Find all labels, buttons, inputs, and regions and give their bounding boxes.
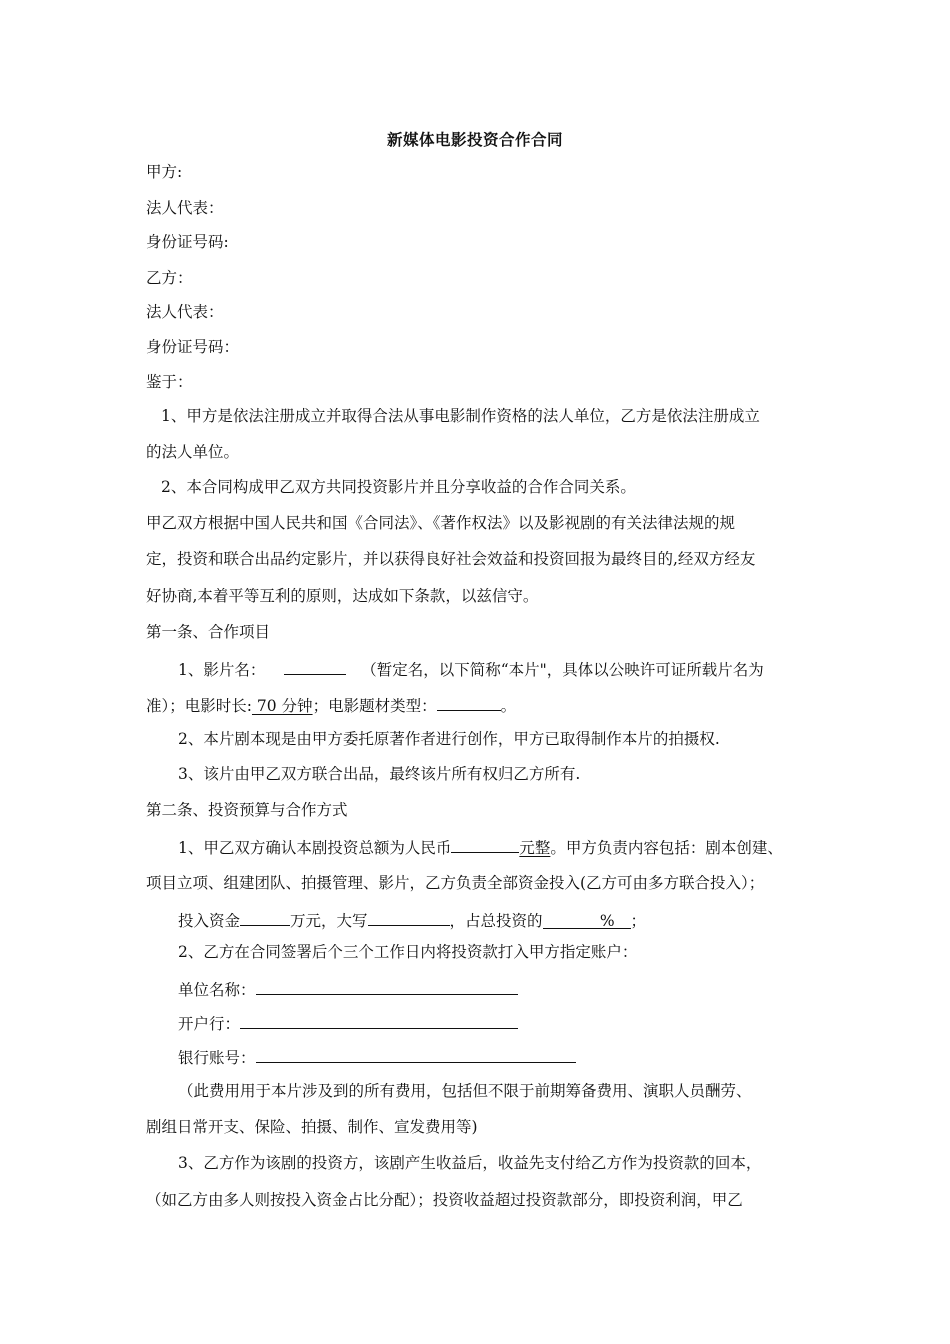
preamble-line-2: 定，投资和联合出品约定影片，并以获得良好社会效益和投资回报为最终目的,经双方经友 — [146, 550, 756, 568]
article-2-item-1-cont: 项目立项、组建团队、拍摄管理、影片，乙方负责全部资金投入(乙方可由多方联合投入）； — [146, 874, 765, 892]
article-2-item-3: 3、乙方作为该剧的投资方，该剧产生收益后，收益先支付给乙方作为投资款的回本， — [178, 1154, 762, 1172]
preamble-line-1: 甲乙双方根据中国人民共和国《合同法》、《著作权法》以及影视剧的有关法律法规的规 — [146, 514, 736, 532]
document-title: 新媒体电影投资合作合同 — [386, 131, 563, 149]
film-name-label: 1、影片名： — [178, 661, 266, 679]
party-a-duties: 。甲方负责内容包括：剧本创建、 — [550, 839, 783, 857]
amount-words-blank[interactable] — [368, 908, 450, 926]
article-2-item-2: 2、乙方在合同签署后个三个工作日内将投资款打入甲方指定账户： — [178, 943, 638, 961]
total-investment-label: 1、甲乙双方确认本剧投资总额为人民币 — [178, 839, 452, 857]
item-end-mark: 。 — [500, 697, 517, 715]
party-b-label: 乙方： — [146, 269, 193, 287]
investment-amount-line — [178, 908, 646, 931]
share-percent-blank[interactable] — [543, 911, 631, 929]
whereas-clause-1-cont: 的法人单位。 — [146, 443, 240, 461]
bank-blank[interactable] — [240, 1011, 518, 1029]
investment-line-end: ； — [630, 912, 647, 930]
article-2-heading: 第二条、投资预算与合作方式 — [146, 801, 348, 819]
genre-label: ；电影题材类型： — [312, 697, 437, 715]
unit-name-line — [178, 977, 518, 1000]
duration-value: 70 分钟 — [251, 697, 313, 715]
article-1-item-1-cont — [146, 693, 516, 716]
genre-blank[interactable] — [437, 693, 501, 711]
expense-note-line-2: 剧组日常开支、保险、拍摄、制作、宣发费用等) — [146, 1118, 478, 1136]
film-name-blank[interactable] — [284, 657, 346, 675]
whereas-clause-2: 2、本合同构成甲乙双方共同投资影片并且分享收益的合作合同关系。 — [161, 478, 636, 496]
percent-sign: % — [599, 912, 615, 930]
article-2-item-3-cont: （如乙方由多人则按投入资金占比分配）；投资收益超过投资款部分，即投资利润，甲乙 — [146, 1191, 743, 1209]
account-blank[interactable] — [256, 1045, 576, 1063]
article-1-item-2: 2、本片剧本现是由甲方委托原著作者进行创作，甲方已取得制作本片的拍摄权. — [178, 730, 720, 748]
bank-line — [178, 1011, 518, 1034]
amount-words-label: 万元，大写 — [290, 912, 368, 930]
party-b-rep-label: 法人代表： — [146, 303, 224, 321]
whereas-clause-1: 1、甲方是依法注册成立并取得合法从事电影制作资格的法人单位，乙方是依法注册成立 — [161, 407, 760, 425]
whereas-heading: 鉴于： — [146, 373, 193, 391]
expense-note-line-1: （此费用用于本片涉及到的所有费用，包括但不限于前期筹备费用、演职人员酬劳、 — [178, 1082, 752, 1100]
total-investment-unit: 元整 — [519, 839, 551, 857]
article-2-item-1 — [178, 835, 783, 858]
account-label: 银行账号： — [178, 1049, 256, 1067]
account-line — [178, 1045, 576, 1068]
preamble-line-3: 好协商,本着平等互利的原则，达成如下条款，以兹信守。 — [146, 587, 539, 605]
investment-amount-label: 投入资金 — [178, 912, 241, 930]
party-a-id-label: 身份证号码: — [146, 233, 229, 251]
total-investment-blank[interactable] — [451, 835, 519, 853]
party-b-id-label: 身份证号码： — [146, 338, 240, 356]
share-label: ，占总投资的 — [449, 912, 543, 930]
bank-label: 开户行： — [178, 1015, 241, 1033]
party-a-label: 甲方: — [146, 163, 183, 181]
unit-name-blank[interactable] — [256, 977, 518, 995]
unit-name-label: 单位名称： — [178, 981, 256, 999]
film-name-note: （暂定名，以下简称“本片"，具体以公映许可证所载片名为 — [361, 661, 764, 679]
party-a-rep-label: 法人代表： — [146, 199, 224, 217]
article-1-heading: 第一条、合作项目 — [146, 623, 271, 641]
article-1-item-3: 3、该片由甲乙双方联合出品，最终该片所有权归乙方所有. — [178, 765, 581, 783]
duration-label: 准）；电影时长: — [146, 697, 252, 715]
investment-amount-blank[interactable] — [240, 908, 290, 926]
article-1-item-1 — [178, 657, 764, 680]
